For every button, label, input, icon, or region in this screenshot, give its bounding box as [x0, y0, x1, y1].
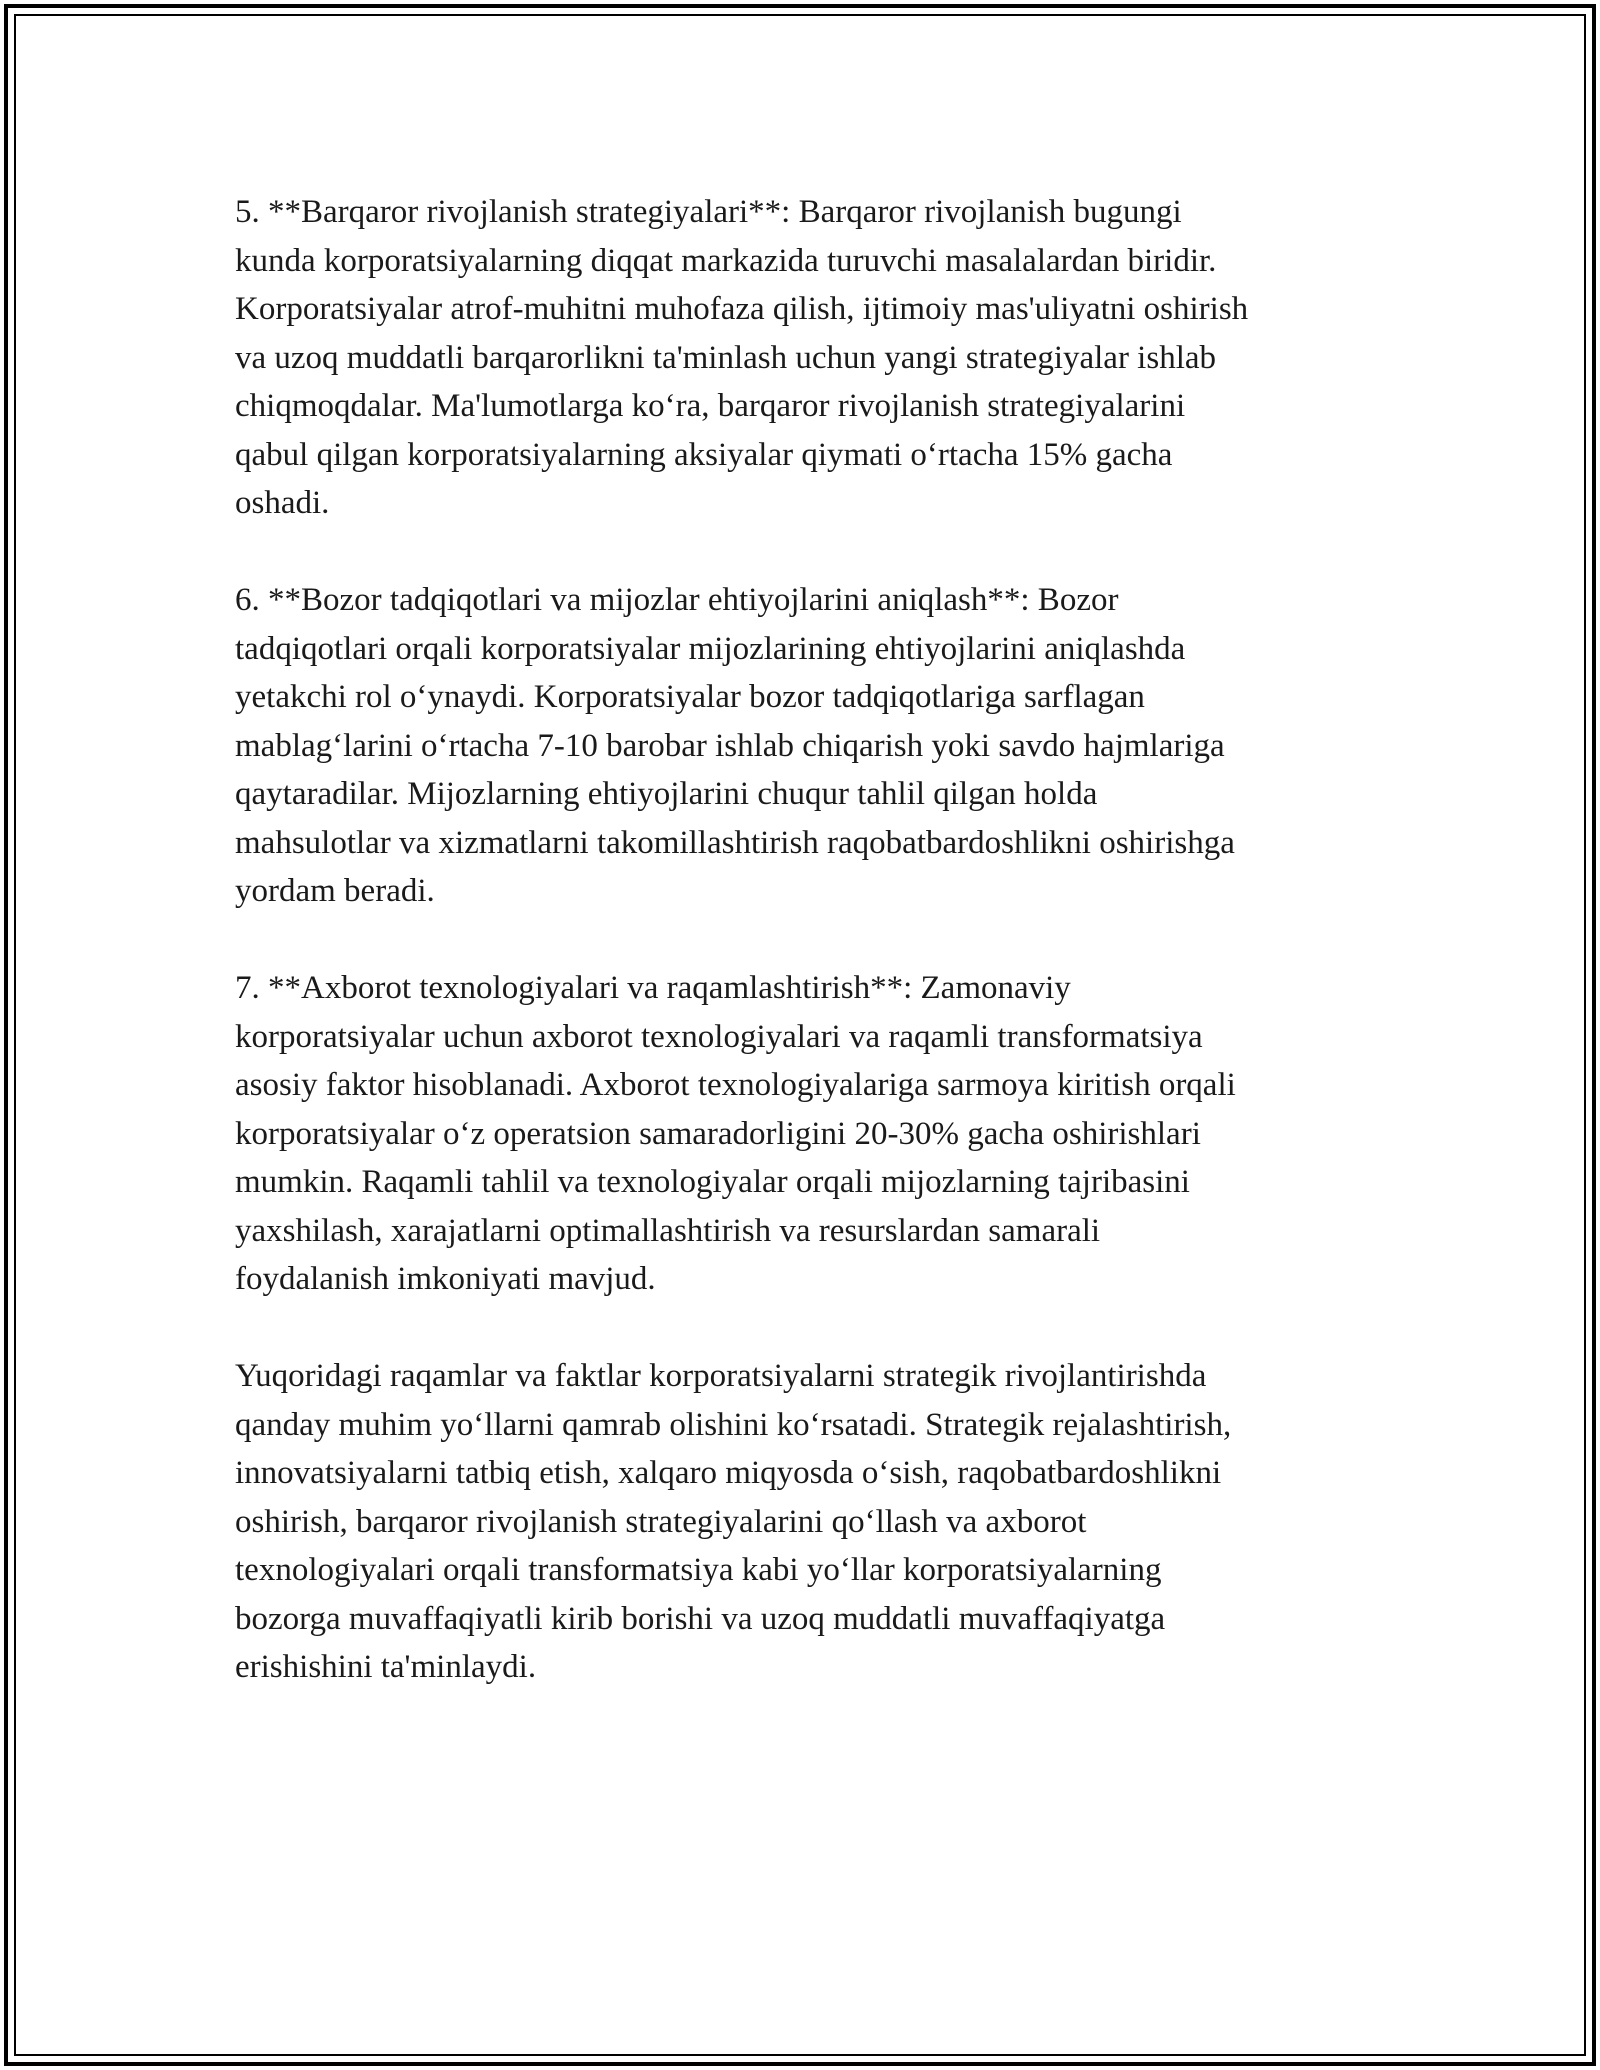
text-line: Yuqoridagi raqamlar va faktlar korporatsiyalarni strategik rivojlantirishda [235, 1358, 1207, 1394]
document-body [235, 188, 1395, 1692]
paragraph-market-research [235, 576, 1395, 916]
text-line: mablag‘larini o‘rtacha 7-10 barobar ishlab chiqarish yoki savdo hajmlariga [235, 727, 1225, 764]
text-line: kunda korporatsiyalarning diqqat markazida turuvchi masalalardan biridir. [235, 242, 1217, 279]
text-line: foydalanish imkoniyati mavjud. [235, 1261, 656, 1297]
text-line: qanday muhim yo‘llarni qamrab olishini ko‘rsatadi. Strategik rejalashtirish, [235, 1406, 1232, 1443]
text-line: yetakchi rol o‘ynaydi. Korporatsiyalar bozor tadqiqotlariga sarflagan [235, 679, 1145, 715]
text-line: 5. **Barqaror rivojlanish strategiyalari**: Barqaror rivojlanish bugungi [235, 194, 1182, 230]
text-line: va uzoq muddatli barqarorlikni ta'minlash uchun yangi strategiyalar ishlab [235, 339, 1217, 376]
text-line: texnologiyalari orqali transformatsiya kabi yo‘llar korporatsiyalarning [235, 1552, 1162, 1588]
text-line: oshirish, barqaror rivojlanish strategiyalarini qo‘llash va axborot [235, 1503, 1087, 1540]
text-line: mahsulotlar va xizmatlarni takomillashtirish raqobatbardoshlikni oshirishga [235, 824, 1235, 861]
paragraph-information-technology [235, 964, 1395, 1304]
text-line: yaxshilash, xarajatlarni optimallashtirish va resurslardan samarali [235, 1212, 1101, 1249]
text-line: 7. **Axborot texnologiyalari va raqamlashtirish**: Zamonaviy [235, 970, 1071, 1006]
text-line: tadqiqotlari orqali korporatsiyalar mijozlarining ehtiyojlarini aniqlashda [235, 630, 1186, 667]
text-line: korporatsiyalar uchun axborot texnologiyalari va raqamli transformatsiya [235, 1018, 1203, 1055]
text-line: qabul qilgan korporatsiyalarning aksiyalar qiymati o‘rtacha 15% gacha [235, 436, 1173, 473]
paragraph-sustainable-development [235, 188, 1395, 528]
text-line: korporatsiyalar o‘z operatsion samaradorligini 20-30% gacha oshirishlari [235, 1115, 1201, 1152]
text-line: 6. **Bozor tadqiqotlari va mijozlar ehtiyojlarini aniqlash**: Bozor [235, 582, 1119, 618]
text-line: Korporatsiyalar atrof-muhitni muhofaza qilish, ijtimoiy mas'uliyatni oshirish [235, 291, 1249, 327]
text-line: qaytaradilar. Mijozlarning ehtiyojlarini chuqur tahlil qilgan holda [235, 776, 1098, 812]
paragraph-conclusion [235, 1352, 1395, 1692]
text-line: yordam beradi. [235, 873, 435, 909]
text-line: oshadi. [235, 485, 330, 521]
text-line: erishishini ta'minlaydi. [235, 1649, 537, 1685]
text-line: innovatsiyalarni tatbiq etish, xalqaro miqyosda o‘sish, raqobatbardoshlikni [235, 1455, 1222, 1491]
text-line: bozorga muvaffaqiyatli kirib borishi va uzoq muddatli muvaffaqiyatga [235, 1600, 1166, 1637]
text-line: mumkin. Raqamli tahlil va texnologiyalar orqali mijozlarning tajribasini [235, 1164, 1190, 1200]
text-line: chiqmoqdalar. Ma'lumotlarga ko‘ra, barqaror rivojlanish strategiyalarini [235, 388, 1186, 424]
text-line: asosiy faktor hisoblanadi. Axborot texnologiyalariga sarmoya kiritish orqali [235, 1067, 1236, 1103]
